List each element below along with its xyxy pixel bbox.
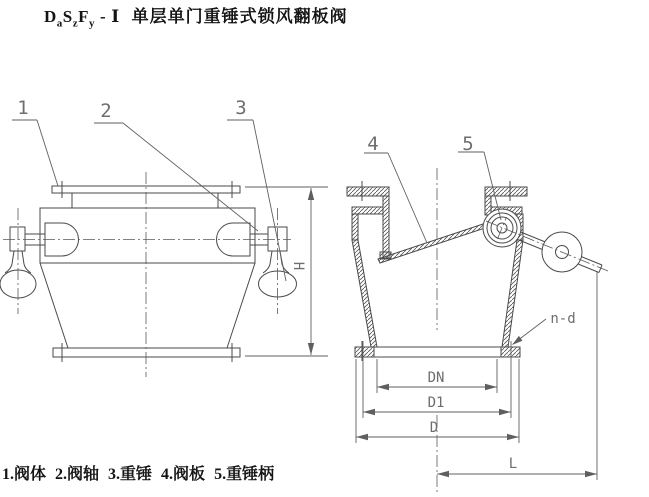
bottom-flange (53, 348, 240, 357)
section-top-flange-right (485, 187, 527, 196)
legend-item-5: 5.重锤柄 (214, 466, 275, 483)
outer-wall-left (352, 214, 358, 240)
model-code: $D_aS_zF_y$ (44, 7, 96, 30)
hopper-wall-right (502, 240, 523, 347)
section-bottom-flange (355, 347, 520, 357)
callout-2-number: 2 (100, 100, 112, 122)
callout-1-number: 1 (17, 97, 29, 119)
dimension-D1 (363, 395, 511, 415)
hopper-wall-left (352, 240, 377, 347)
dim-label-L: L (508, 456, 518, 472)
inlet-neck-right-wall (485, 196, 491, 215)
callout-5-number: 5 (462, 133, 474, 155)
body-box (40, 208, 255, 263)
legend-item-2: 2.阀轴 (55, 466, 100, 483)
callout-4-number: 4 (367, 133, 379, 155)
front-view (0, 97, 328, 377)
inlet-neck-left-wall (383, 196, 389, 258)
valve-name: 单层单门重锤式锁风翻板阀 (131, 7, 348, 26)
model-series: Ⅰ (111, 7, 120, 26)
dimension-L (437, 456, 597, 477)
top-plate-left (352, 207, 383, 214)
bolt-note-label: n-d (550, 311, 576, 327)
counterweights (0, 251, 297, 298)
legend-item-4: 4.阀板 (161, 466, 206, 483)
dim-label-DN: DN (427, 370, 445, 386)
callout-1 (12, 97, 58, 186)
left-shaft-block (10, 227, 25, 251)
callout-3-number: 3 (235, 97, 247, 119)
section-top-flange-left (347, 187, 389, 196)
legend-item-3: 3.重锤 (108, 466, 153, 483)
dim-label-D1: D1 (427, 395, 445, 411)
dimension-D (356, 420, 519, 440)
model-dash: - (100, 7, 107, 26)
legend-item-1: 1.阀体 (2, 466, 47, 483)
front-valve-body (40, 181, 255, 362)
flap-and-weight-lever (378, 209, 608, 273)
dim-label-D: D (429, 420, 439, 436)
bolt-hole-note (512, 311, 576, 345)
flap-plate (378, 221, 494, 263)
bottom-dimensions (356, 272, 597, 480)
parts-legend (2, 461, 283, 484)
section-view (347, 133, 608, 492)
dimension-DN (377, 370, 497, 390)
front-view-centerlines (3, 172, 291, 377)
dim-label-H: H (290, 261, 306, 271)
